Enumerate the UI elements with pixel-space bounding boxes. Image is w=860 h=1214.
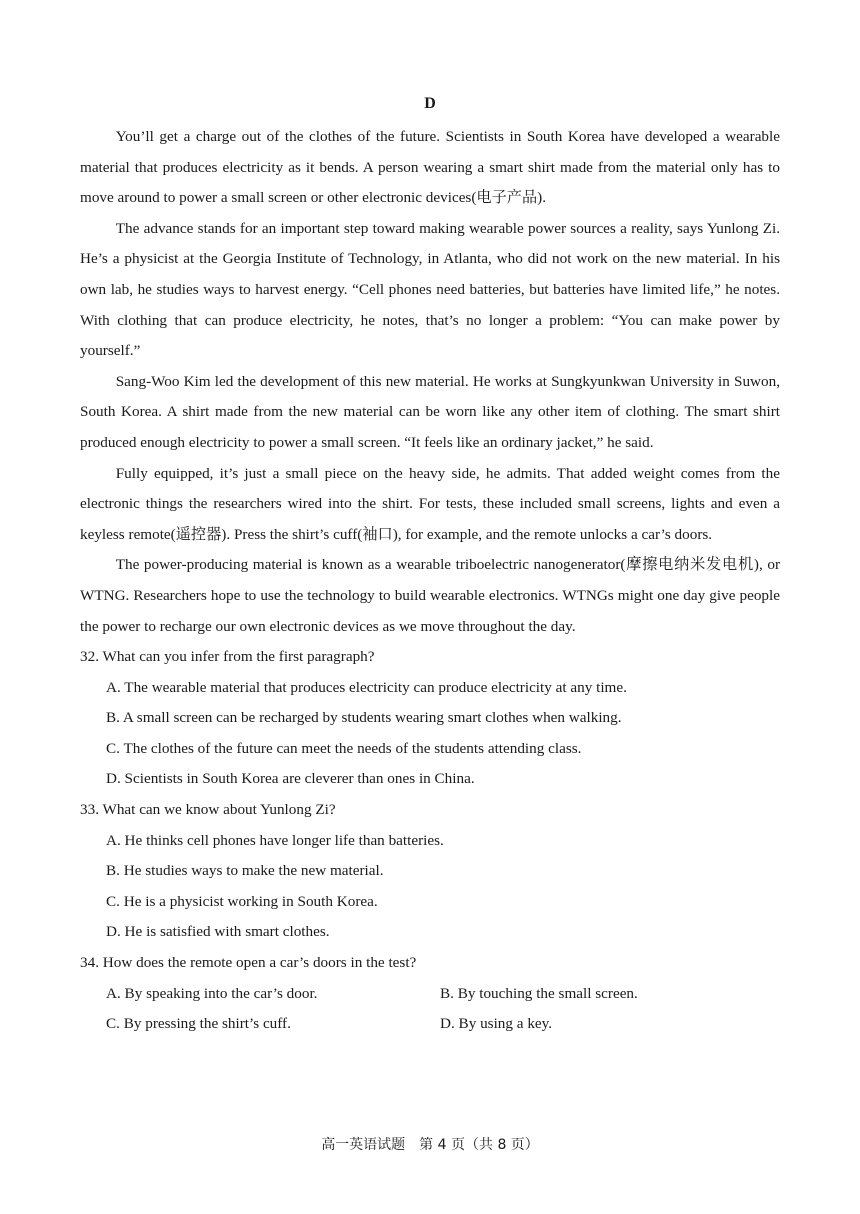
option-d: D. Scientists in South Korea are cleverer than ones in China. (106, 770, 475, 788)
option-c: C. He is a physicist working in South Korea. (106, 892, 378, 910)
option-a: A. The wearable material that produces electricity can produce electricity at any time. (106, 678, 627, 696)
section-title: D (424, 95, 436, 112)
option-c: C. By pressing the shirt’s cuff. (106, 1015, 291, 1033)
passage-paragraph-2: The advance stands for an important step toward making wearable power sources a reality, says Yunlong Zi. He’s a physicist at the Georgia Institute of Technology, in Atlanta, who did not work on the new material. In his own lab, he studies ways to harvest energy. “Cell phones need batteries, but batteries have limited life,” he notes. With clothing that can produce electricity, he notes, that’s no longer a problem: “You can make power by yourself.” (80, 219, 780, 360)
question-32 (80, 642, 780, 795)
option-b: B. A small screen can be recharged by students wearing smart clothes when walking. (106, 709, 622, 727)
option-b: B. By touching the small screen. (440, 984, 638, 1002)
option-b: B. He studies ways to make the new material. (106, 862, 384, 880)
question-34 (80, 948, 780, 1040)
question-stem: 32. What can you infer from the first paragraph? (80, 648, 375, 666)
passage-paragraph-1: You’ll get a charge out of the clothes of the future. Scientists in South Korea have developed a wearable material that produces electricity as it bends. A person wearing a smart shirt made from the material only has to move around to power a small screen or other electronic devices(电子产品). (80, 128, 780, 207)
option-c: C. The clothes of the future can meet the needs of the students attending class. (106, 739, 582, 757)
option-grid (80, 979, 780, 1040)
option-a: A. He thinks cell phones have longer life than batteries. (106, 831, 444, 849)
page-footer: 高一英语试题 第 4 页（共 8 页） (321, 1137, 539, 1153)
option-d: D. He is satisfied with smart clothes. (106, 923, 330, 941)
passage-paragraph-5: The power-producing material is known as a wearable triboelectric nanogenerator(摩擦电纳米发电机), or WTNG. Researchers hope to use the technology to build wearable electronics. WTNGs might one day give people the power to recharge our own electronic devices as we move throughout the day. (80, 556, 780, 635)
option-d: D. By using a key. (440, 1015, 553, 1033)
question-33 (80, 795, 780, 948)
question-stem: 34. How does the remote open a car’s doors in the test? (80, 954, 417, 972)
passage-paragraph-4: Fully equipped, it’s just a small piece on the heavy side, he admits. That added weight comes from the electronic things the researchers wired into the shirt. For tests, these included small screens, lights and even a keyless remote(遥控器). Press the shirt’s cuff(袖口), for example, and the remote unlocks a car’s doors. (80, 464, 780, 543)
document-page (80, 92, 780, 1040)
option-a: A. By speaking into the car’s door. (106, 984, 318, 1002)
passage-paragraph-3: Sang-Woo Kim led the development of this new material. He works at Sungkyunkwan University in Suwon, South Korea. A shirt made from the new material can be worn like any other item of clothing. The smart shirt produced enough electricity to power a small screen. “It feels like an ordinary jacket,” he said. (80, 372, 780, 451)
question-stem: 33. What can we know about Yunlong Zi? (80, 801, 336, 819)
